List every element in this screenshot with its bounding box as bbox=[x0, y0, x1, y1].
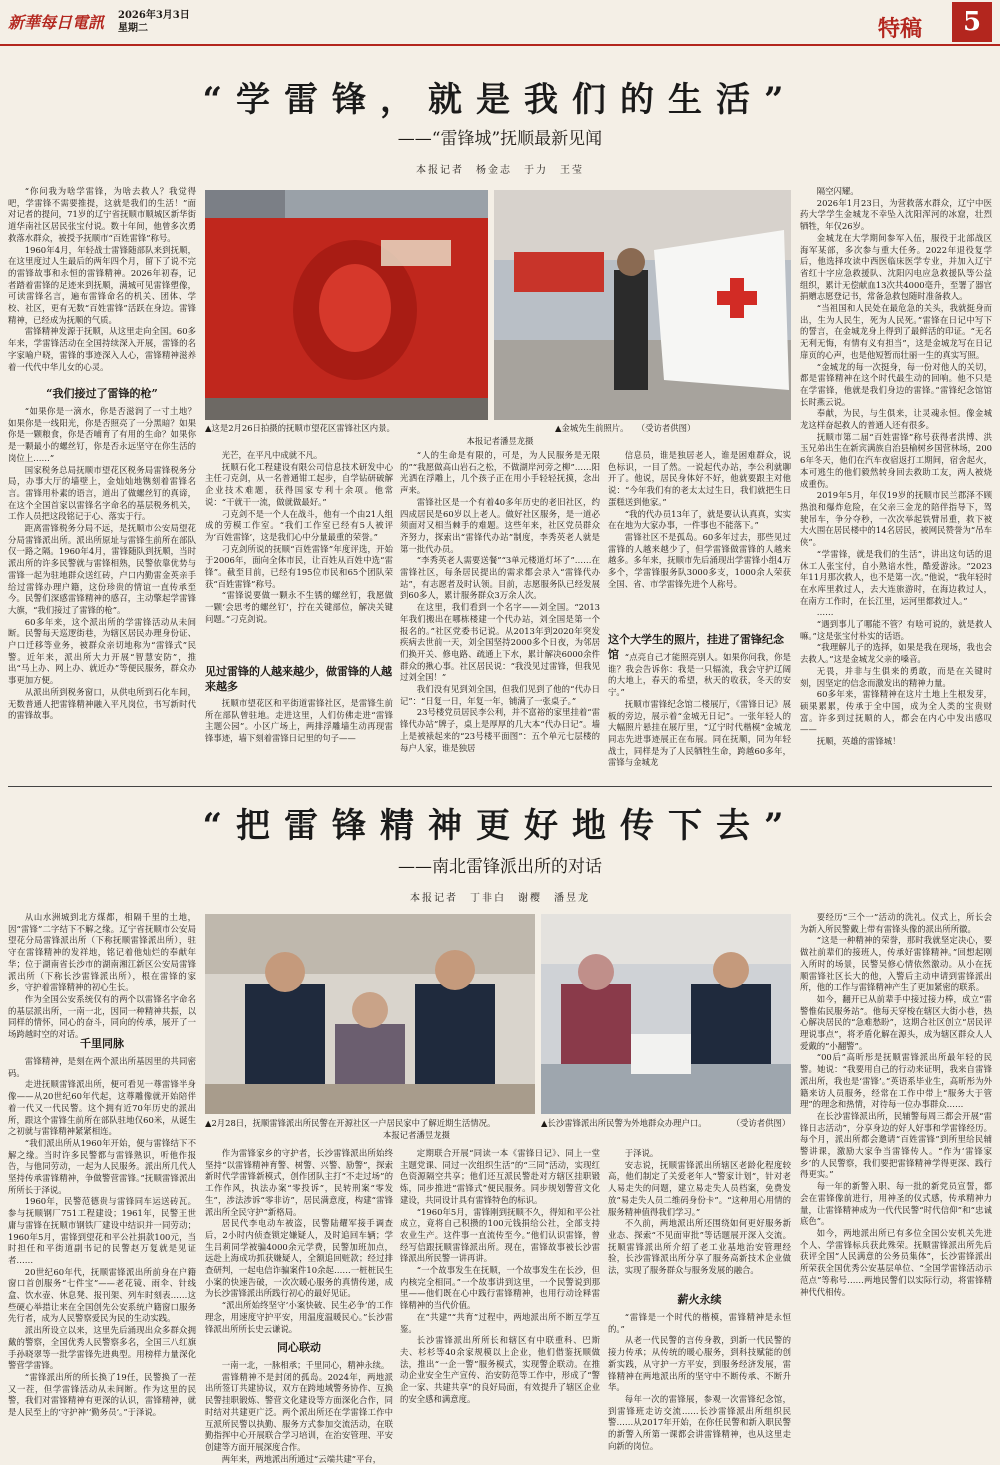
paragraph: 抚顺市第二届“百姓雷锋”称号获得者洪博、洪玉兄弟出生在新宾满族自治县榆树乡国营林场，2006年冬天，他们在汽车夜宿返打工期间，宿舍起火，本可逃生的他们毅然转身回去救助工友，两人被烧成重伤。 bbox=[800, 431, 992, 489]
story2-col2-text bbox=[205, 1148, 393, 1338]
paragraph: 在“共建”“共育”过程中，两地派出所不断互学互鉴。 bbox=[400, 1311, 600, 1334]
paragraph: “学雷锋，就是我们的生活”，讲出这句话的退休工人张宝付，自小熟谙水性，酷爱游泳。“2023年11月那次救人，也不是第一次。”他说，“我年轻时在水库里救过人，去大连旅游时，在海边救过人，在南方工作时，在长江里，运河里都救过人。” bbox=[800, 548, 992, 606]
paragraph: “00后”高昕彤是抚顺雷锋派出所最年轻的民警。她说：“我要用自己的行动来证明，我来自雷锋派出所，我也是‘雷锋’。”英语系毕业生，高昕彤为外籍来访人员服务，经常在工作中带上“服务大于管理”的理念和热情，对待每一位办事群众…… bbox=[800, 1052, 992, 1110]
paragraph: “1960年5月，雷锋刚到抚顺不久，得知和平公社成立，竟将自己积攒的100元钱捐给公社，全部支持农业生产。这件事一直流传至今。”他们认识雷锋，曾经写信跟抚顺雷锋派出所。现在，雷锋故事被长沙雷锋派出所民警一讲再讲。 bbox=[400, 1206, 600, 1264]
paragraph: 雷锋社区不是孤岛。60多年过去，那些见过雷锋的人越来越少了，但学雷锋做雷锋的人越来越多。多年来，抚顺市先后涌现出学雷锋小组4万多个，学雷锋服务队3000多支，1000余人荣获全国、省、市学雷锋先进个人称号。 bbox=[608, 531, 791, 589]
story1-section-heading-2: 见过雷锋的人越来越少，做雷锋的人越来越多 bbox=[205, 665, 392, 693]
story1-col2-text bbox=[205, 450, 393, 662]
police-counter-image bbox=[541, 914, 791, 1114]
paragraph: “遇到事儿了哪能不管？有啥可说的，就是救人嘛。”这是张宝付朴实的话语。 bbox=[800, 619, 992, 641]
paragraph: 一南一北，一脉相承；千里同心，精神永续。 bbox=[221, 1360, 390, 1370]
story2-col4-text-b bbox=[608, 1312, 791, 1451]
story1-photo-caption-2: ▲金城先生前照片。 （受访者供图） bbox=[555, 423, 696, 433]
relief-wall-image bbox=[205, 190, 488, 420]
paragraph: 如今，翻开已从前辈手中接过接力棒，成立“雷警惟佑民服务站”。他每天穿梭在辖区大街小巷，热心解决居民的“急难愁盼”，这期合社区创立“居民评理说事点”，将矛盾化解在源头，成为辖区群众人人爱戴的“小翻警”。 bbox=[800, 993, 992, 1051]
paragraph: 20世纪60年代，抚顺雷锋派出所前身在户籍窗口首创服务“七件宝”——老花镜、雨伞、针线盒、饮水壶、休息凳、报刊架、列车时刻表……这些硬心举措让来在全国创先公安系统户籍窗口服务先行者，成为人民警察爱民为民的生动实践。 bbox=[8, 1266, 196, 1324]
paragraph: 派出所设立以来，这里先后涌现出众多群众拥戴的警察，全国优秀人民警察多名，全国三八红旗手孙晓翠等一批学雷锋先进典型。用榜样力量深化警营学雷锋。 bbox=[8, 1325, 196, 1371]
paragraph: 每年一次的雷锋展，参观一次雷锋纪念馆，到雷锋班走访交流……长沙雷锋派出所组织民警……从2017年开始，在你任民警和新入职民警的新警入所第一课都会讲雷锋精神，也从这里走向新的岗位。 bbox=[608, 1393, 791, 1451]
paragraph: “如果你是一滴水，你是否滋润了一寸土地？如果你是一线阳光，你是否照亮了一分黑暗？如果你是一颗粮食，你是否哺育了有用的生命？如果你是一颗最小的螺丝钉，你是否永远坚守在你生活的岗位上……” bbox=[8, 406, 196, 463]
paragraph: 抚顺石化工程建设有限公司信息技术研发中心主任刁克剑，从一名普通钳工起步，自学钻研破解企业技术难题，获得国家专利十余项。他常说：“干就干一流，做就做最好。” bbox=[205, 461, 393, 507]
paragraph: “当祖国和人民处在最危急的关头，我就挺身而出，生为人民生，死为人民死。”雷锋在日记中写下的誓言，在金城龙身上得到了最鲜活的印证。“无名无利无悔，有情有义有担当”，这是金城龙写在日记扉页的心声，也是他短暂而壮丽一生的真实写照。 bbox=[800, 303, 992, 360]
paragraph: 雷锋精神，是刻在两个派出所基因里的共同密码。 bbox=[8, 1056, 196, 1078]
paragraph: “派出所始终坚守‘小案快破、民生必争’的工作理念，用速度守护平安，用温度温暖民心。”长沙雷锋派出所所长史云谦说。 bbox=[205, 1300, 393, 1334]
paragraph: “一个故事发生在抚顺，一个故事发生在长沙，但内核完全相同。”一个故事讲到这里，一个民警说到那里——他们既在心中践行雷锋精神，也用行动诠释雷锋精神的当代价值。 bbox=[400, 1265, 600, 1311]
story2-subhead: ——南北雷锋派出所的对话 bbox=[398, 857, 602, 877]
paragraph: 要经历“三个一”活动的洗礼。仪式上，所长会为新入所民警戴上带有雷锋头像的派出所所徽。 bbox=[800, 912, 992, 934]
photo-police-visit bbox=[205, 914, 535, 1114]
paragraph: 抚顺市望花区和平街道雷锋社区，是雷锋生前所在部队曾驻地。走进这里，人们仿佛走进“雷锋主题公园”。小区广场上，两排浮雕墙生动再现雷锋事迹，墙下刻着雷锋日记里的句子—— bbox=[205, 698, 393, 744]
paragraph: 定期联合开展“同读一本《雷锋日记》、同上一堂主题党课、同过一次组织生活”的“三同”活动，实现红色资源隔空共享；他们还互派民警赴对方辖区挂职锻炼，同步推进“雷锋式”便民服务。同步规划警营文化建设，共同设计具有雷锋特色的标识。 bbox=[400, 1148, 600, 1205]
story1-col4-text-b bbox=[608, 652, 791, 780]
story1-col2-text-b bbox=[205, 698, 393, 780]
story1-headline: “学雷锋，就是我们的生活” bbox=[202, 80, 798, 120]
paragraph: 刁克剑不是一个人在战斗，他有一个由21人组成的劳模工作室。“我们工作室已经有5人被评为‘百姓雷锋’，这是我们心中分量最重的荣誉。” bbox=[205, 508, 393, 542]
story1-col4-text bbox=[608, 450, 791, 628]
page-number: 5 bbox=[952, 2, 992, 42]
paragraph: 信息员，谁是独居老人，谁是困难群众，说色标识，一目了然。一说起代办站，李公利就聊开了。他说，居民身体好不好，他就要跟主对他说：“今年我们有的老太太过生日，我们就把生日蛋糕送到他家。” bbox=[608, 450, 791, 507]
paragraph: 雷锋精神不是封闭的孤岛。2024年，两地派出所签订共建协议，双方在跨地域警务协作、互换民警挂职锻炼、警营文化建设等方面深化合作，同时结对共建更广泛。两个派出所还在学雷锋工作中互派所民警以执勤、服务方式参加交流活动，在联勤指挥中心开展联合学习培训，在治安管理、平安创建等方面开展深度合作。 bbox=[205, 1371, 393, 1452]
section-name: 特稿 bbox=[878, 16, 923, 42]
paragraph: 60多年来，这个派出所的学雷锋活动从未间断。民警每天巡逻街巷，为辖区居民办理身份证、户口迁移等业务，被群众亲切地称为“雷锋式”民警。近年来，派出所大力开展“智慧安防”，推出“马上办、网上办、就近办”等便民服务，群众办事更加方便。 bbox=[8, 616, 196, 686]
paragraph: 两年来，两地派出所通过“云端共建”平台， bbox=[221, 1453, 382, 1464]
story2-col5-text bbox=[800, 912, 992, 1436]
paragraph: 1960年4月，年轻战士雷锋随部队来到抚顺，在这里度过人生最后的两年四个月，留下了说不完的雷锋故事和永恒的雷锋精神。2026年初春，记者踏着雷锋的足迹来到抚顺，满城可见雷锋塑像，可读雷锋名言，遍布雷锋命名的机关、团体、学校、社区，更有无数“百姓雷锋”活跃在身边。雷锋精神，已经成为抚顺的气质。 bbox=[8, 244, 196, 325]
issue-weekday: 星期二 bbox=[118, 23, 148, 34]
paragraph: 抚顺，英雄的雷锋城！ bbox=[816, 736, 901, 747]
paragraph: …… bbox=[816, 607, 834, 618]
story2-photo-credit: 本报记者潘昱龙摄 bbox=[383, 1130, 450, 1140]
paragraph: “李秀英老人需要送餐”“3单元楼道灯坏了”……在雷锋社区，每条居民提出的需求都会录入“雷锋代办站”，有志愿者及时认领。目前，志愿服务队已经发展到60多人，累计服务群众3万余人次。 bbox=[400, 555, 600, 601]
paragraph: “我的代办员13年了，就是要认认真真，实实在在地为大家办事，一件事也不能落下。” bbox=[608, 508, 791, 531]
paragraph: 从山水洲城到北方煤都，相隔千里的土地，因“雷锋”二字结下不解之缘。辽宁省抚顺市公安局望花分局雷锋派出所（下称抚顺雷锋派出所），驻守在雷锋精神的发祥地，铭记着他灿烂的奉献年华；位于湖南省长沙市的湖南湘江新区公安局雷锋派出所（下称长沙雷锋派出所），根在雷锋的家乡，守护着雷锋精神的初心生长。 bbox=[8, 912, 196, 993]
paragraph: 奉献，为民，与生俱来，让灵魂永恒。像金城龙这样奋起救人的普通人还有很多。 bbox=[800, 408, 992, 431]
flag-volunteer-image bbox=[494, 190, 791, 420]
story2-col1-text-b bbox=[8, 1056, 196, 1436]
paragraph: 1960年，民警范德贵与雷锋同车运送砖瓦。参与抚顺钢厂751工程建设；1961年，民警王世庸与雷锋在抚顺市钢铁厂建设中结识并一同劳动；1960年5月，雷锋到望花和平公社捐款100元，当时担任和平街道副书记的民警赵万复就是见证者…… bbox=[8, 1196, 196, 1265]
paragraph: “我们派出所从1960年开始，便与雷锋结下不解之缘。当时许多民警都与雷锋熟识，听他作报告，与他同劳动，一起为人民服务。派出所几代人坚持传承雷锋精神，争做警营雷锋。”抚顺雷锋派出所所长于泽说。 bbox=[8, 1137, 196, 1195]
issue-date-text: 2026年3月3日 bbox=[118, 10, 190, 21]
story1-section-heading-1: “我们接过了雷锋的枪” bbox=[46, 387, 158, 400]
paragraph: 作为全国公安系统仅有的两个以雷锋名字命名的基层派出所，一南一北，因同一种精神共振，以同样的情怀，同心的奋斗，同向的传承，展开了一场跨越时空的对话。 bbox=[8, 993, 196, 1040]
paragraph: 2019年5月，年仅19岁的抚顺市民兰郡泽不顾热浪和爆炸危险，在父亲三金龙的陪伴指导下，驾驶吊车，争分夺秒，一次次举起铁臂吊重，救下被大火围在居民楼中的14名居民，被网民赞誉为“吊车侠”。 bbox=[800, 490, 992, 548]
paragraph: 于泽说。 bbox=[624, 1148, 659, 1158]
paragraph: 走进抚顺雷锋派出所，便可看见一尊雷锋半身像——从20世纪60年代起，这尊雕像就开始陪伴着一代又一代民警。这个拥有近70年历史的派出所，跟这个雷锋生前所在部队驻地仅60米，从诞生之初就与雷锋精神紧紧相连。 bbox=[8, 1079, 196, 1137]
issue-date bbox=[118, 9, 190, 35]
paragraph: “人的生命是有限的，可是，为人民服务是无限的”“我愿做高山岩石之松，不做湖岸河旁之柳”……阳光洒在浮雕上，几个孩子正在用小手轻轻抚摸，念出声来。 bbox=[400, 450, 600, 496]
paragraph: “雷锋是一个时代的楷模，雷锋精神是永恒的。” bbox=[608, 1312, 791, 1334]
story1-section-heading-3: 这个大学生的照片，挂进了雷锋纪念馆 bbox=[608, 633, 784, 661]
paragraph: 作为雷锋家乡的守护者，长沙雷锋派出所始终坚持“以雷锋精神育警、树警、兴警、励警”，探索新时代学雷锋新模式，创作团队主打“不走过场”的工作作风，执法办案“零投诉”，民转刑案“零发生”，涉法涉诉“零非访”，居民满意度，构建“雷锋派出所全民守护”新格局。 bbox=[205, 1148, 393, 1217]
paragraph: “这是一种精神的荣誉，那时我就坚定决心，要做社前辈们的接班人，传承好雷锋精神。”回想起刚入所时的场景，民警吴修心情依然激动。从小在抚顺雷锋社区长大的他，入警后主动申请到雷锋派出所，他的工作与雷锋精神产生了更加紧密的联系。 bbox=[800, 935, 992, 993]
paragraph: 距离雷锋税务分局不远，是抚顺市公安局望花分局雷锋派出所。派出所原址与雷锋生前所在部队仅一路之隔。1960年4月，雷锋随队到抚顺，当时派出所的许多民警就与雷锋相熟，民警依靠优势与雷锋一起为驻地群众送红砖，户口内勤雷金英亲手给过雷锋办理户籍，这份珍贵的情谊一直传承至今。民警们深感雷锋精神的感召，主动擎起学雷锋大旗，“我们接过了雷锋的枪”。 bbox=[8, 523, 196, 615]
story2-section-heading-2: 同心联动 bbox=[277, 1341, 321, 1354]
masthead bbox=[0, 0, 1000, 46]
story2-photo-caption-2: ▲长沙雷锋派出所民警为外地群众办理户口。 （受访者供图） bbox=[541, 1118, 791, 1128]
story1-photo-credit: 本报记者潘昱龙摄 bbox=[466, 436, 534, 446]
story2-col2-text-b bbox=[205, 1360, 393, 1464]
paragraph: 光芒，在平凡中成就不凡。 bbox=[221, 450, 323, 460]
story2-byline: 本报记者 丁非白 谢樱 潘昱龙 bbox=[410, 893, 590, 904]
photo-relief-wall bbox=[205, 190, 488, 420]
paragraph: 安志说，抚顺雷锋派出所辖区老龄化程度较高，他们制定了关爱老年人“警家计划”，针对老人易走失的问题，建立易走失人员档案，免费发放“易走失人员二维码身份卡”。“这种用心用情的服务精神值得我们学习。” bbox=[608, 1159, 791, 1217]
newspaper-logo: 新華每日電訊 bbox=[8, 13, 105, 32]
paragraph: “雷锋派出所的所长换了19任，民警换了一茬又一茬，但学雷锋活动从未间断。作为这里的民警，我们对雷锋精神有更深的认识，雷锋精神，就是人民至上的‘守护神’‘勤务员’。”于泽说。 bbox=[8, 1371, 196, 1418]
story2-photo-caption-1: ▲2月28日，抚顺雷锋派出所民警在开源社区一户居民家中了解近期生活情况。 bbox=[205, 1118, 496, 1128]
story2-col1-text bbox=[8, 912, 196, 1040]
police-visit-image bbox=[205, 914, 535, 1114]
paragraph: 2026年1月23日，为营救落水群众，辽宁中医药大学学生金城龙不幸坠入沈阳浑河的冰窟，壮烈牺牲，年仅26岁。 bbox=[800, 197, 992, 232]
paragraph: 23号楼党员居民李公利，并不富裕的家里挂着“雷锋代办站”牌子，桌上是厚厚的几大本“代办日记”。墙上是被裱起来的“23号楼平面图”：五个单元七层楼的每户人家，谁是独居 bbox=[400, 707, 600, 753]
story2-section-heading-3: 薪火永续 bbox=[677, 1293, 722, 1306]
paragraph: 每一年的新警入职、每一批的新党员宣誓，都会在雷锋像前进行，用神圣的仪式感，传承精神力量，让雷锋精神成为一代代民警“时代信仰”和“忠诚底色”。 bbox=[800, 1181, 992, 1227]
paragraph: “点亮自己才能照亮别人。如果你问我，你是谁？我会告诉你：我是一只辐流，我会守护辽阔的大地上，春天的希望，秋天的收获，冬天的安宁。” bbox=[608, 652, 791, 698]
story1-col1-text-b bbox=[8, 406, 196, 778]
paragraph: 不久前，两地派出所还围绕如何更好服务新业态、探索“不见面审批”等话题展开深入交流。抚顺雷锋派出所介绍了老工业基地治安管理经验，长沙雷锋派出所分享了服务高新技术企业做法，实现了服务群众与服务发展的融合。 bbox=[608, 1218, 791, 1276]
paragraph: 如今，两地派出所已有多位全国公安机关先进个人、学雷锋标兵获此殊荣。抚顺雷锋派出所先后获评全国“人民满意的公务员集体”，长沙雷锋派出所荣获全国优秀公安基层单位、“全国学雷锋活动示范点”等称号……两地民警们以实际行动，将雷锋精神代代相传。 bbox=[800, 1227, 992, 1297]
paragraph: “金城龙的每一次挺身，每一份对他人的关切，都是雷锋精神在这个时代最生动的回响。他不只是在学雷锋，他就是我们身边的雷锋。”雷锋纪念馆馆长时燕云说。 bbox=[800, 361, 992, 407]
story1-col5-text bbox=[800, 186, 992, 780]
paragraph: 居民代李电动车被盗，民警陆耀军接手调查后，2小时内侦查锁定嫌疑人，及时追回车辆；学生吕莉同学被骗4000余元学费，民警加班加点，远赴上海成功抓获嫌疑人，全额追回赃款；经过排查研判，一起电信诈骗案件10余起……一桩桩民生小案的快速告破，一次次暖心服务的真情传递，成为长沙雷锋派出所践行初心的最好见证。 bbox=[205, 1218, 393, 1299]
paragraph: 刁克剑所说的抚顺“百姓雷锋”年度评选，开始于2006年，面向全体市民，让百姓从百姓中选“雷锋”。截至目前，已经有195位市民和65个团队荣获“百姓雷锋”称号。 bbox=[205, 543, 393, 589]
paragraph: 金城龙在大学期间参军入伍，服役于北部战区海军某部，多次参与重大任务。2022年退役复学后，他选择攻读中西医临床医学专业，并加入辽宁省红十字应急救援队、沈阳闪电应急救援队等公益组织，累计无偿献血13次共4000毫升，至署了器官捐赠志愿登记书，常备急救包随时准备救人。 bbox=[800, 232, 992, 302]
story2-col4-text bbox=[608, 1148, 791, 1288]
paragraph: 无畏，并非与生俱来的勇敢，而是在关键时刻，因坚定的信念而激发出的精神力量。 bbox=[800, 665, 992, 688]
paragraph: 从派出所到税务窗口，从供电所到石化车间，无数普通人把雷锋精神融入平凡岗位，书写新时代的雷锋故事。 bbox=[8, 686, 196, 721]
photo-flag-volunteer bbox=[494, 190, 791, 420]
paragraph: 隔空闪耀。 bbox=[816, 186, 859, 196]
story1-byline: 本报记者 杨金志 于力 王莹 bbox=[416, 165, 584, 176]
paragraph: 国家税务总局抚顺市望花区税务局雷锋税务分局，办事大厅的墙壁上，金灿灿地镌刻着雷锋名言。雷锋用朴素的语言，道出了做螺丝钉的真谛，在这个全国首家以雷锋名字命名的基层税务机关，工作人员把这段铭记于心、落实于行。 bbox=[8, 464, 196, 522]
paragraph: 雷锋精神发源于抚顺，从这里走向全国。60多年来，学雷锋活动在全国持续深入开展，雷锋的名字家喻户晓，雷锋的事迹深入人心，雷锋精神滋养着一代代中华儿女的心灵。 bbox=[8, 326, 196, 372]
paragraph: “我理解儿子的选择，如果是我在现场，我也会去救人。”这是金城龙父亲的嗓音。 bbox=[800, 642, 992, 665]
story-divider bbox=[8, 786, 992, 787]
paragraph: 在长沙雷锋派出所，民辅警每周三都会开展“雷锋日志活动”，分享身边的好人好事和学雷锋经历。每个月，派出所都会邀请“百姓雷锋”到所里给民辅警讲课，激励大家争当雷锋传人。“作为‘雷锋家乡’的人民警察，我们要把雷锋精神学得更深、践行得更实。” bbox=[800, 1110, 992, 1180]
story1-subhead: ——“雷锋城”抚顺最新见闻 bbox=[397, 129, 603, 149]
story1-col3-text bbox=[400, 450, 600, 780]
paragraph: “你问我为啥学雷锋，为啥去救人？我觉得吧，学雷锋不需要推提，这就是我们的生活！”面对记者的提问，71岁的辽宁省抚顺市顺城区新华街道华南社区居民张宝付说。数十年间，他曾多次勇救落水群众，被授予抚顺市“百姓雷锋”称号。 bbox=[8, 186, 196, 243]
photo-police-counter bbox=[541, 914, 791, 1114]
story2-section-heading-1: 千里同脉 bbox=[80, 1037, 124, 1050]
story1-col1-text bbox=[8, 186, 196, 382]
story2-headline: “把雷锋精神更好地传下去” bbox=[202, 806, 798, 846]
story2-col3-text bbox=[400, 1148, 600, 1436]
paragraph: 我们没有见到刘全国，但我们见到了他的“代办日记”：“日复一日，年复一年，铺满了一张桌子。” bbox=[400, 684, 600, 706]
paragraph: 长沙雷锋派出所所长和辖区有中联重科、巴斯夫、杉杉等40余家规模以上企业，他们借鉴抚顺做法，推出“一企一警”服务模式，实现警企联动。在推动企业安全生产宣传、治安防范等工作中，形成了“警企一家、共建共享”的良好局面，有效提升了辖区企业的安全感和满意度。 bbox=[400, 1335, 600, 1404]
story1-photo-caption-1: ▲这是2月26日拍摄的抚顺市望花区雷锋社区内景。 bbox=[205, 423, 395, 433]
paragraph: 60多年来，雷锋精神在这片土地上生根发芽，硕果累累，传承于全中国，成为全人类的宝贵财富。许多到过抚顺的人，都会在内心中发出感叹—— bbox=[800, 689, 992, 735]
paragraph: 在这里，我们看到一个名字——刘全国。“2013年我们搬出在哪栋楼建一个代办站，刘全国是第一个报名的。”社区党委书记说。从2013年到2020年突发疾病去世前一天，刘全国坚持2000多个日夜，为邻居们换开关、修电路、疏通上下水，累计解决6000余件群众的揪心事。社区居民说：“我没见过雷锋，但我见过刘全国！” bbox=[400, 602, 600, 683]
paragraph: 雷锋社区是一个有着40多年历史的老旧社区，约四成居民是60岁以上老人。做好社区服务，是一道必须面对又相当棘手的难题。这些年来，社区党员群众齐努力，探索出“雷锋代办站”制度，李秀英老人就是第一批代办员。 bbox=[400, 496, 600, 554]
paragraph: 抚顺市雷锋纪念馆二楼展厅，《雷锋日记》展板的旁边，展示着“金城无日记”。一张年轻人的大幅照片悬挂在展厅里，“辽宁时代楷模”金城龙同志先进事迹展正在布展。同在抚顺，同为年轻战士，同样是为了人民牺牲生命，跨越60多年，雷锋与金城龙 bbox=[608, 698, 791, 768]
paragraph: “雷锋说要做一颗永不生锈的螺丝钉，我愿做一颗‘会思考的螺丝钉’，拧在关键部位，解决关键问题。”刁克剑说。 bbox=[205, 590, 393, 624]
paragraph: 从老一代民警的言传身教，到新一代民警的接力传承；从传统的暖心服务，到科技赋能的创新实践，从守护一方平安，到服务经济发展，雷锋精神在两地派出所的坚守中不断传承、不断升华。 bbox=[608, 1335, 791, 1393]
